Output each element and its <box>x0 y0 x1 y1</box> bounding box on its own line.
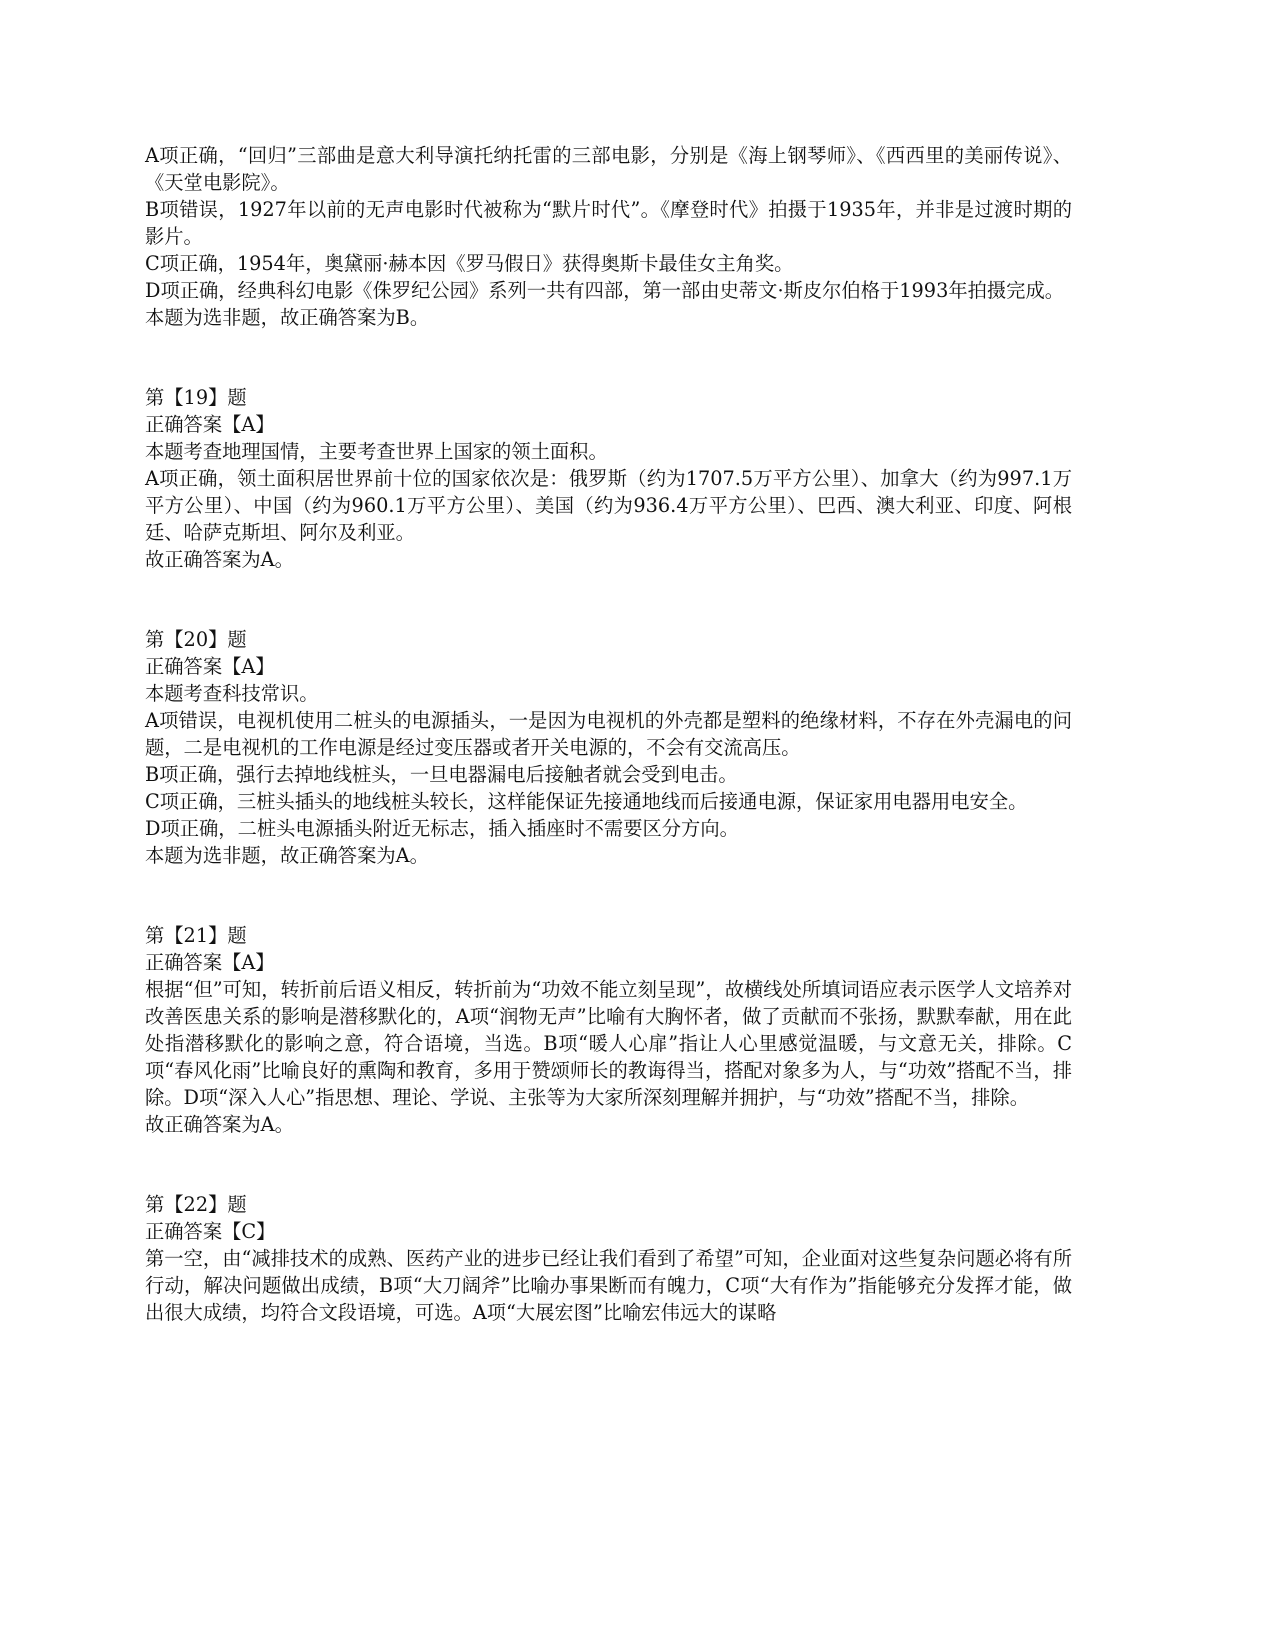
paragraph: C项正确，1954年，奥黛丽·赫本因《罗马假日》获得奥斯卡最佳女主角奖。 <box>145 252 794 275</box>
paragraph: 故正确答案为A。 <box>145 1113 294 1136</box>
paragraph: D项正确，二桩头电源插头附近无标志，插入插座时不需要区分方向。 <box>145 817 739 840</box>
correct-answer: 正确答案【C】 <box>145 1220 276 1243</box>
question-22 <box>145 1191 1072 1326</box>
paragraph: 本题为选非题，故正确答案为B。 <box>145 306 430 329</box>
paragraph: A项正确，领土面积居世界前十位的国家依次是：俄罗斯（约为1707.5万平方公里）、加拿大（约为997.1万平方公里）、中国（约为960.1万平方公里）、美国（约为936.4万平方公里）、巴西、澳大利亚、印度、阿根廷、哈萨克斯坦、阿尔及利亚。 <box>145 467 1072 544</box>
question-title: 第【19】题 <box>145 386 247 409</box>
question-19 <box>145 384 1072 573</box>
paragraph: B项正确，强行去掉地线桩头，一旦电器漏电后接触者就会受到电击。 <box>145 763 738 786</box>
paragraph: C项正确，三桩头插头的地线桩头较长，这样能保证先接通地线而后接通电源，保证家用电器用电安全。 <box>145 790 1028 813</box>
paragraph: 本题为选非题，故正确答案为A。 <box>145 844 429 867</box>
correct-answer: 正确答案【A】 <box>145 655 275 678</box>
correct-answer: 正确答案【A】 <box>145 413 275 436</box>
paragraph: D项正确，经典科幻电影《侏罗纪公园》系列一共有四部，第一部由史蒂文·斯皮尔伯格于1993年拍摄完成。 <box>145 279 1065 302</box>
paragraph: 本题考查地理国情，主要考查世界上国家的领土面积。 <box>145 440 608 463</box>
paragraph: 第一空，由“减排技术的成熟、医药产业的进步已经让我们看到了希望”可知，企业面对这些复杂问题必将有所行动，解决问题做出成绩，B项“大刀阔斧”比喻办事果断而有魄力，C项“大有作为”指能够充分发挥才能，做出很大成绩，均符合文段语境，可选。A项“大展宏图”比喻宏伟远大的谋略 <box>145 1247 1072 1324</box>
document-page <box>145 142 1072 1326</box>
paragraph: A项正确，“回归”三部曲是意大利导演托纳托雷的三部电影，分别是《海上钢琴师》、《西西里的美丽传说》、《天堂电影院》。 <box>145 144 1072 194</box>
intro-section <box>145 142 1072 331</box>
correct-answer: 正确答案【A】 <box>145 951 275 974</box>
paragraph: 故正确答案为A。 <box>145 548 294 571</box>
paragraph: A项错误，电视机使用二桩头的电源插头，一是因为电视机的外壳都是塑料的绝缘材料，不存在外壳漏电的问题，二是电视机的工作电源是经过变压器或者开关电源的，不会有交流高压。 <box>145 709 1072 759</box>
question-title: 第【20】题 <box>145 628 247 651</box>
question-20 <box>145 626 1072 869</box>
question-21 <box>145 922 1072 1138</box>
question-title: 第【22】题 <box>145 1193 247 1216</box>
paragraph: 本题考查科技常识。 <box>145 682 319 705</box>
question-title: 第【21】题 <box>145 924 247 947</box>
paragraph: B项错误，1927年以前的无声电影时代被称为“默片时代”。《摩登时代》拍摄于1935年，并非是过渡时期的影片。 <box>145 198 1072 248</box>
paragraph: 根据“但”可知，转折前后语义相反，转折前为“功效不能立刻呈现”，故横线处所填词语应表示医学人文培养对改善医患关系的影响是潜移默化的，A项“润物无声”比喻有大胸怀者，做了贡献而不张扬，默默奉献，用在此处指潜移默化的影响之意，符合语境，当选。B项“暖人心扉”指让人心里感觉温暖，与文意无关，排除。C项“春风化雨”比喻良好的熏陶和教育，多用于赞颂师长的教诲得当，搭配对象多为人，与“功效”搭配不当，排除。D项“深入人心”指思想、理论、学说、主张等为大家所深刻理解并拥护，与“功效”搭配不当，排除。 <box>145 978 1072 1109</box>
